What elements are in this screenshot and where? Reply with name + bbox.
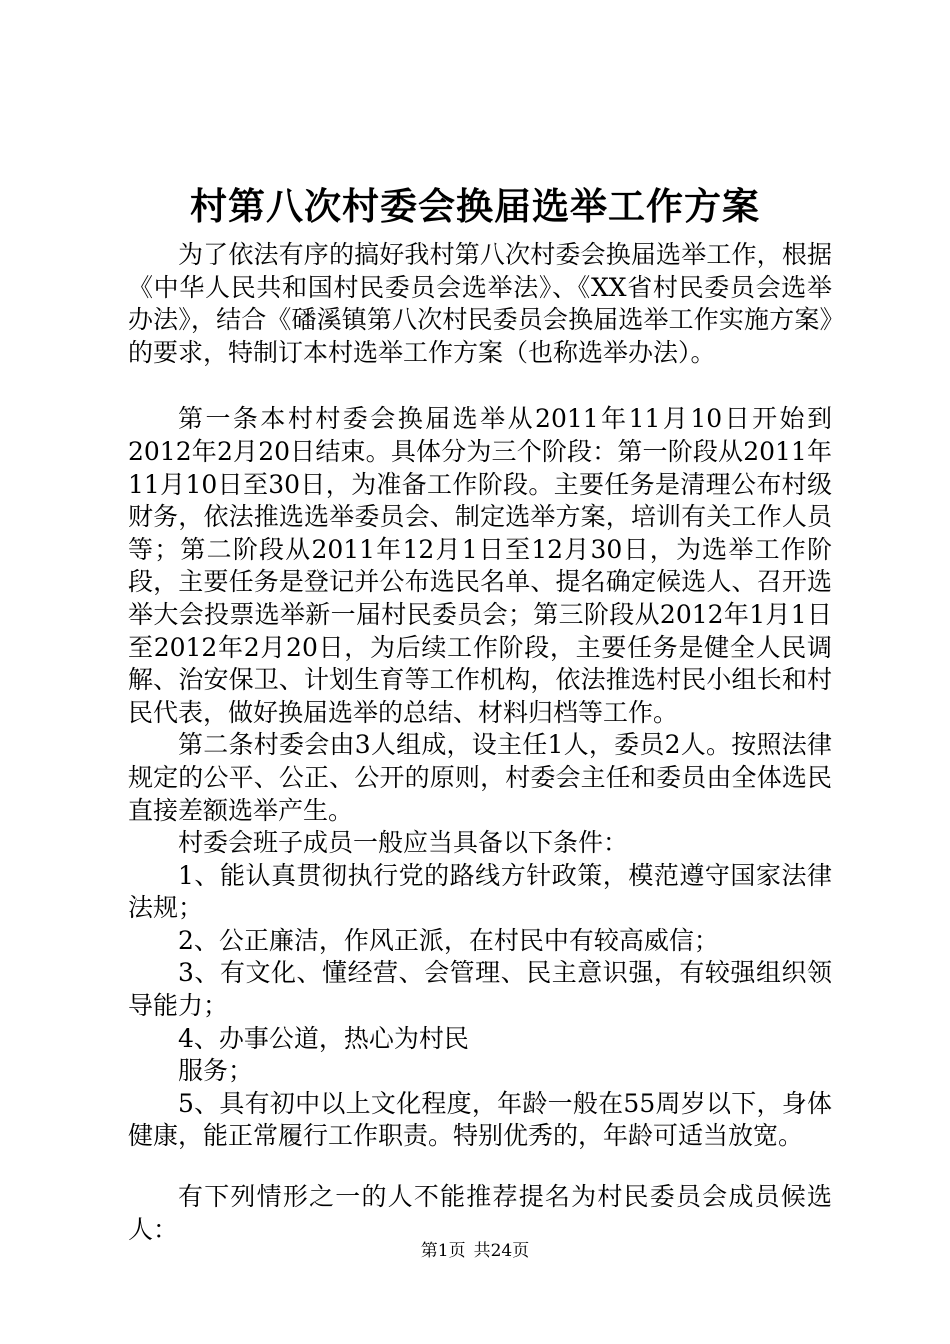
- condition-5: 5、具有初中以上文化程度，年龄一般在55周岁以下，身体健康，能正常履行工作职责。特别优秀的，年龄可适当放宽。: [128, 1088, 832, 1151]
- page-footer: [0, 1239, 950, 1263]
- condition-4: 4、办事公道，热心为村民: [178, 1023, 469, 1053]
- disqualification-paragraph: 有下列情形之一的人不能推荐提名为村民委员会成员候选人：: [128, 1182, 832, 1244]
- article-1-paragraph: 第一条本村村委会换届选举从2011年11月10日开始到2012年2月20日结束。具体分为三个阶段：第一阶段从2011年11月10日至30日，为准备工作阶段。主要任务是清理公布村级财务，依法推选选举委员会、制定选举方案，培训有关工作人员等；第二阶段从2011年12月1日至12月30日，为选举工作阶段，主要任务是登记并公布选民名单、提名确定候选人、召开选举大会投票选举新一届村民委员会；第三阶段从2012年1月1日至2012年2月20日，为后续工作阶段，主要任务是健全人民调解、治安保卫、计划生育等工作机构，依法推选村民小组长和村民代表，做好换届选举的总结、材料归档等工作。: [128, 404, 832, 727]
- article-2-paragraph: 第二条村委会由3人组成，设主任1人，委员2人。按照法律规定的公平、公正、公开的原则，村委会主任和委员由全体选民直接差额选举产生。: [128, 730, 832, 825]
- condition-2: 2、公正廉洁，作风正派，在村民中有较高威信；: [178, 925, 719, 955]
- conditions-heading: 村委会班子成员一般应当具备以下条件：: [178, 828, 629, 858]
- paragraph-gap: [128, 1153, 832, 1181]
- document-title: 村第八次村委会换届选举工作方案: [190, 185, 760, 228]
- paragraph-gap: [128, 369, 832, 403]
- condition-4-continued: 服务；: [178, 1056, 254, 1086]
- page-number: 第1页: [420, 1241, 466, 1261]
- condition-3: 3、有文化、懂经营、会管理、民主意识强，有较强组织领导能力；: [128, 958, 832, 1021]
- intro-paragraph: 为了依法有序的搞好我村第八次村委会换届选举工作，根据《中华人民共和国村民委员会选举法》、《XX省村民委员会选举办法》，结合《磻溪镇第八次村民委员会换届选举工作实施方案》的要求，特制订本村选举工作方案（也称选举办法）。: [128, 240, 832, 367]
- condition-1: 1、能认真贯彻执行党的路线方针政策，模范遵守国家法律法规；: [128, 860, 832, 923]
- page-total: 共24页: [473, 1241, 530, 1261]
- document-body: [128, 239, 832, 1246]
